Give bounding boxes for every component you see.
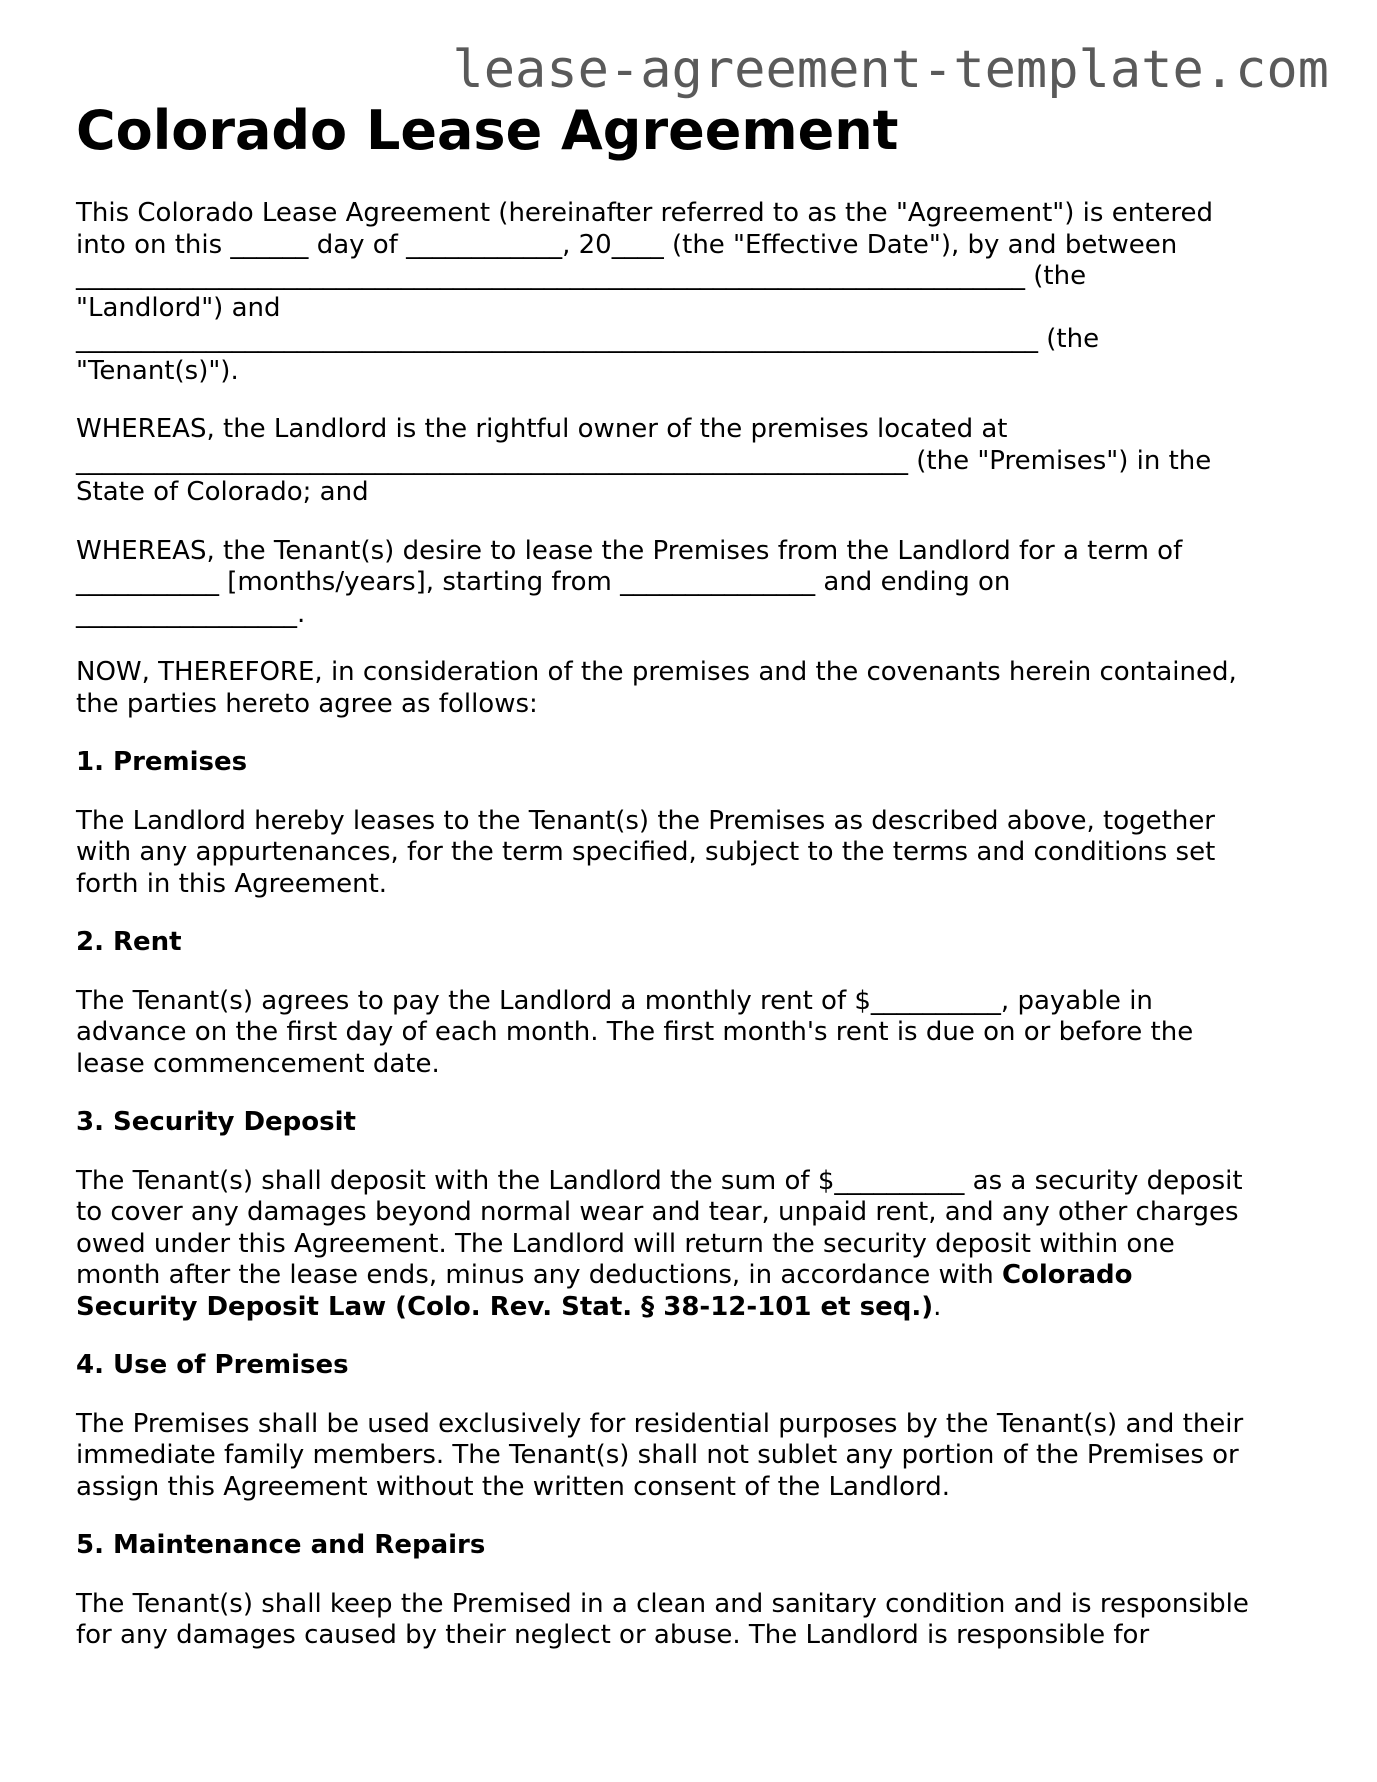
section-heading-maintenance: 5. Maintenance and Repairs [76, 1530, 486, 1560]
watermark: lease-agreement-template.com [452, 40, 1329, 100]
section-line: assign this Agreement without the written consent of the Landlord. [76, 1471, 951, 1502]
intro-paragraph [76, 198, 1306, 387]
section-line: The Landlord hereby leases to the Tenant(s) the Premises as described above, together [76, 805, 1215, 836]
section-body-premises [76, 806, 1306, 901]
section-line: advance on the first day of each month. The first month's rent is due on or before the [76, 1017, 1194, 1047]
section-heading-use-of-premises: 4. Use of Premises [76, 1350, 349, 1380]
now-therefore-line: NOW, THEREFORE, in consideration of the premises and the covenants herein contained, [76, 657, 1237, 687]
section-line: The Tenant(s) shall deposit with the Landlord the sum of $__________ as a security deposit [76, 1165, 1243, 1196]
section-line [76, 1260, 1306, 1292]
section-line: The Tenant(s) shall keep the Premised in a clean and sanitary condition and is responsible [76, 1588, 1249, 1619]
whereas-line: ________________________________________________________________ (the "Premises") in the [76, 445, 1212, 476]
document-title: Colorado Lease Agreement [76, 99, 899, 162]
whereas-term-paragraph [76, 536, 1306, 631]
section-heading-rent: 2. Rent [76, 927, 182, 957]
section-heading-security-deposit: 3. Security Deposit [76, 1107, 356, 1137]
document-page [76, 100, 1306, 1652]
section-line: to cover any damages beyond normal wear and tear, unpaid rent, and any other charges [76, 1197, 1239, 1227]
intro-line: "Landlord") and [76, 292, 281, 323]
whereas-owner-paragraph [76, 414, 1306, 509]
law-citation: Colorado [1001, 1260, 1133, 1290]
intro-line: __________________________________________________________________________ (the [76, 324, 1100, 354]
section-line: lease commencement date. [76, 1048, 440, 1079]
whereas-line: WHEREAS, the Landlord is the rightful owner of the premises located at [76, 414, 1008, 444]
section-line: The Tenant(s) agrees to pay the Landlord a monthly rent of $__________, payable in [76, 985, 1153, 1016]
whereas-line: WHEREAS, the Tenant(s) desire to lease the Premises from the Landlord for a term of [76, 535, 1183, 566]
law-citation: Security Deposit Law (Colo. Rev. Stat. § 38-12-101 et seq.) [76, 1291, 934, 1322]
section-line [76, 1292, 1306, 1324]
intro-line: This Colorado Lease Agreement (hereinafter referred to as the "Agreement") is entered [76, 198, 1213, 228]
section-line: with any appurtenances, for the term specified, subject to the terms and conditions set [76, 837, 1216, 867]
section-body-maintenance [76, 1589, 1306, 1652]
section-line: owed under this Agreement. The Landlord will return the security deposit within one [76, 1228, 1175, 1259]
intro-line: into on this ______ day of ____________, 20____ (the "Effective Date"), by and between [76, 229, 1178, 260]
section-body-use-of-premises [76, 1409, 1306, 1504]
whereas-line: ___________ [months/years], starting from _______________ and ending on [76, 567, 1011, 597]
section-body-rent [76, 986, 1306, 1081]
now-therefore-paragraph [76, 657, 1306, 720]
section-line: for any damages caused by their neglect or abuse. The Landlord is responsible for [76, 1620, 1150, 1650]
intro-line: _________________________________________________________________________ (the [76, 261, 1087, 291]
section-line: The Premises shall be used exclusively for residential purposes by the Tenant(s) and their [76, 1408, 1244, 1439]
section-line: forth in this Agreement. [76, 868, 388, 899]
section-line-text: . [933, 1291, 942, 1322]
section-heading-premises: 1. Premises [76, 747, 248, 777]
section-line-text: month after the lease ends, minus any deductions, in accordance with [76, 1260, 1002, 1290]
section-body-security-deposit [76, 1166, 1306, 1324]
now-therefore-line: the parties hereto agree as follows: [76, 688, 538, 719]
intro-line: "Tenant(s)"). [76, 355, 239, 386]
whereas-line: State of Colorado; and [76, 477, 369, 507]
whereas-line: _________________. [76, 598, 306, 629]
section-line: immediate family members. The Tenant(s) shall not sublet any portion of the Premises or [76, 1440, 1239, 1470]
